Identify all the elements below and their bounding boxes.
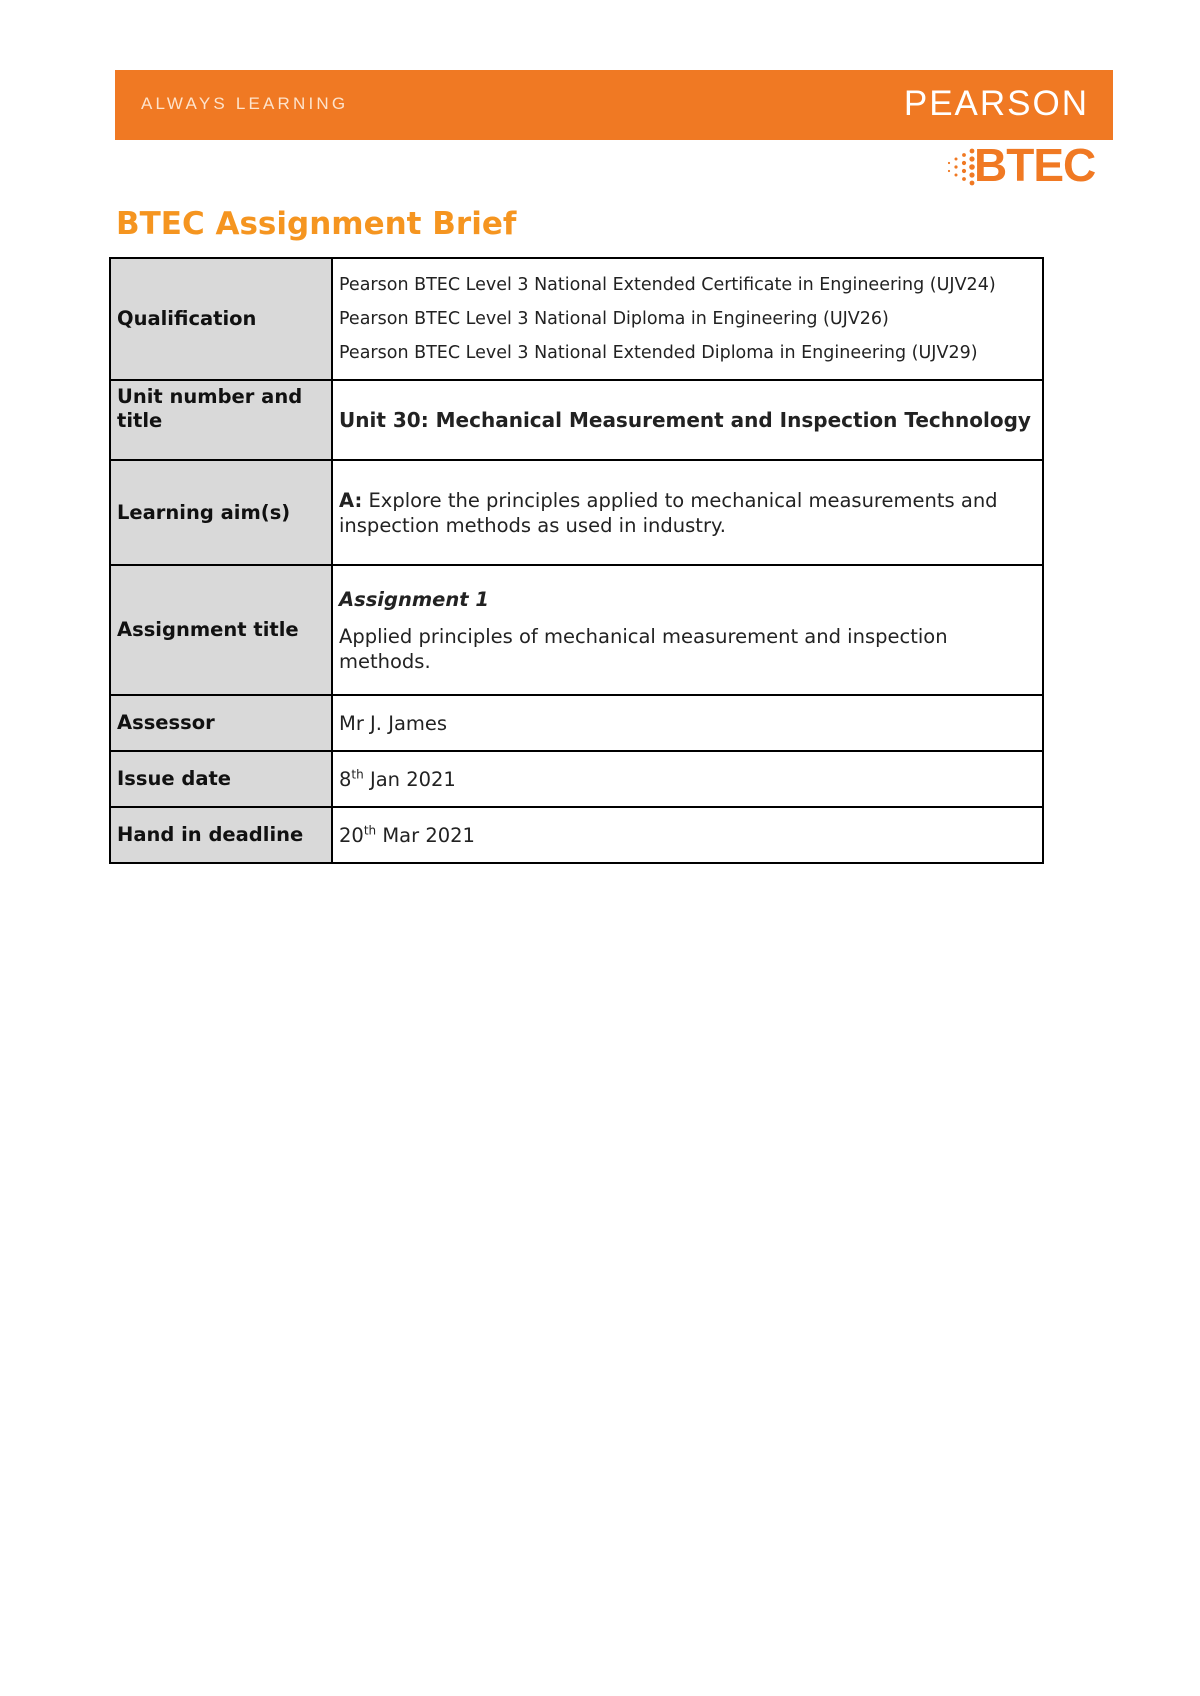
- assignment-row: [110, 565, 1043, 695]
- header-banner: [115, 70, 1113, 140]
- btec-dots-icon: [944, 146, 978, 188]
- issue-date-row: [110, 751, 1043, 807]
- deadline-rest: Mar 2021: [382, 823, 475, 847]
- issue-date-value: [332, 751, 1043, 807]
- deadline-value: [332, 807, 1043, 863]
- unit-label: Unit number and title: [110, 380, 332, 460]
- assignment-name: Assignment 1: [339, 587, 489, 611]
- issue-date-suffix: th: [351, 767, 364, 781]
- deadline-suffix: th: [363, 823, 377, 837]
- deadline-row: [110, 807, 1043, 863]
- learning-aim-text: Explore the principles applied to mechanical measurements and inspection methods as used in industry.: [339, 488, 998, 537]
- pearson-logo: PEARSON: [903, 84, 1089, 123]
- qualification-value: [332, 258, 1043, 380]
- assignment-value: [332, 565, 1043, 695]
- assessor-label: Assessor: [110, 695, 332, 751]
- qualification-line: Pearson BTEC Level 3 National Extended Diploma in Engineering (UJV29): [339, 343, 978, 363]
- assessor-row: [110, 695, 1043, 751]
- assignment-label: Assignment title: [110, 565, 332, 695]
- learning-aim-key: A:: [339, 488, 363, 512]
- btec-wordmark: BTEC: [974, 139, 1096, 191]
- btec-logo: [944, 138, 1094, 194]
- learning-aim-row: [110, 460, 1043, 565]
- qualification-row: [110, 258, 1043, 380]
- unit-row: [110, 380, 1043, 460]
- learning-aim-value: [332, 460, 1043, 565]
- qualification-label: Qualification: [110, 258, 332, 380]
- issue-date-rest: Jan 2021: [369, 767, 456, 791]
- deadline-day: 20: [339, 823, 364, 847]
- qualification-line: Pearson BTEC Level 3 National Diploma in Engineering (UJV26): [339, 309, 889, 329]
- tagline: ALWAYS LEARNING: [141, 94, 349, 113]
- qualification-line: Pearson BTEC Level 3 National Extended Certificate in Engineering (UJV24): [339, 275, 996, 295]
- assignment-text: Applied principles of mechanical measurement and inspection methods.: [339, 624, 948, 673]
- issue-date-day: 8: [339, 767, 352, 791]
- assessor-value: Mr J. James: [332, 695, 1043, 751]
- learning-aim-label: Learning aim(s): [110, 460, 332, 565]
- page-title: BTEC Assignment Brief: [116, 206, 517, 242]
- issue-date-label: Issue date: [110, 751, 332, 807]
- assignment-brief-table: [109, 257, 1044, 864]
- deadline-label: Hand in deadline: [110, 807, 332, 863]
- unit-value: [332, 380, 1043, 460]
- unit-title: Unit 30: Mechanical Measurement and Inspection Technology: [339, 407, 1031, 432]
